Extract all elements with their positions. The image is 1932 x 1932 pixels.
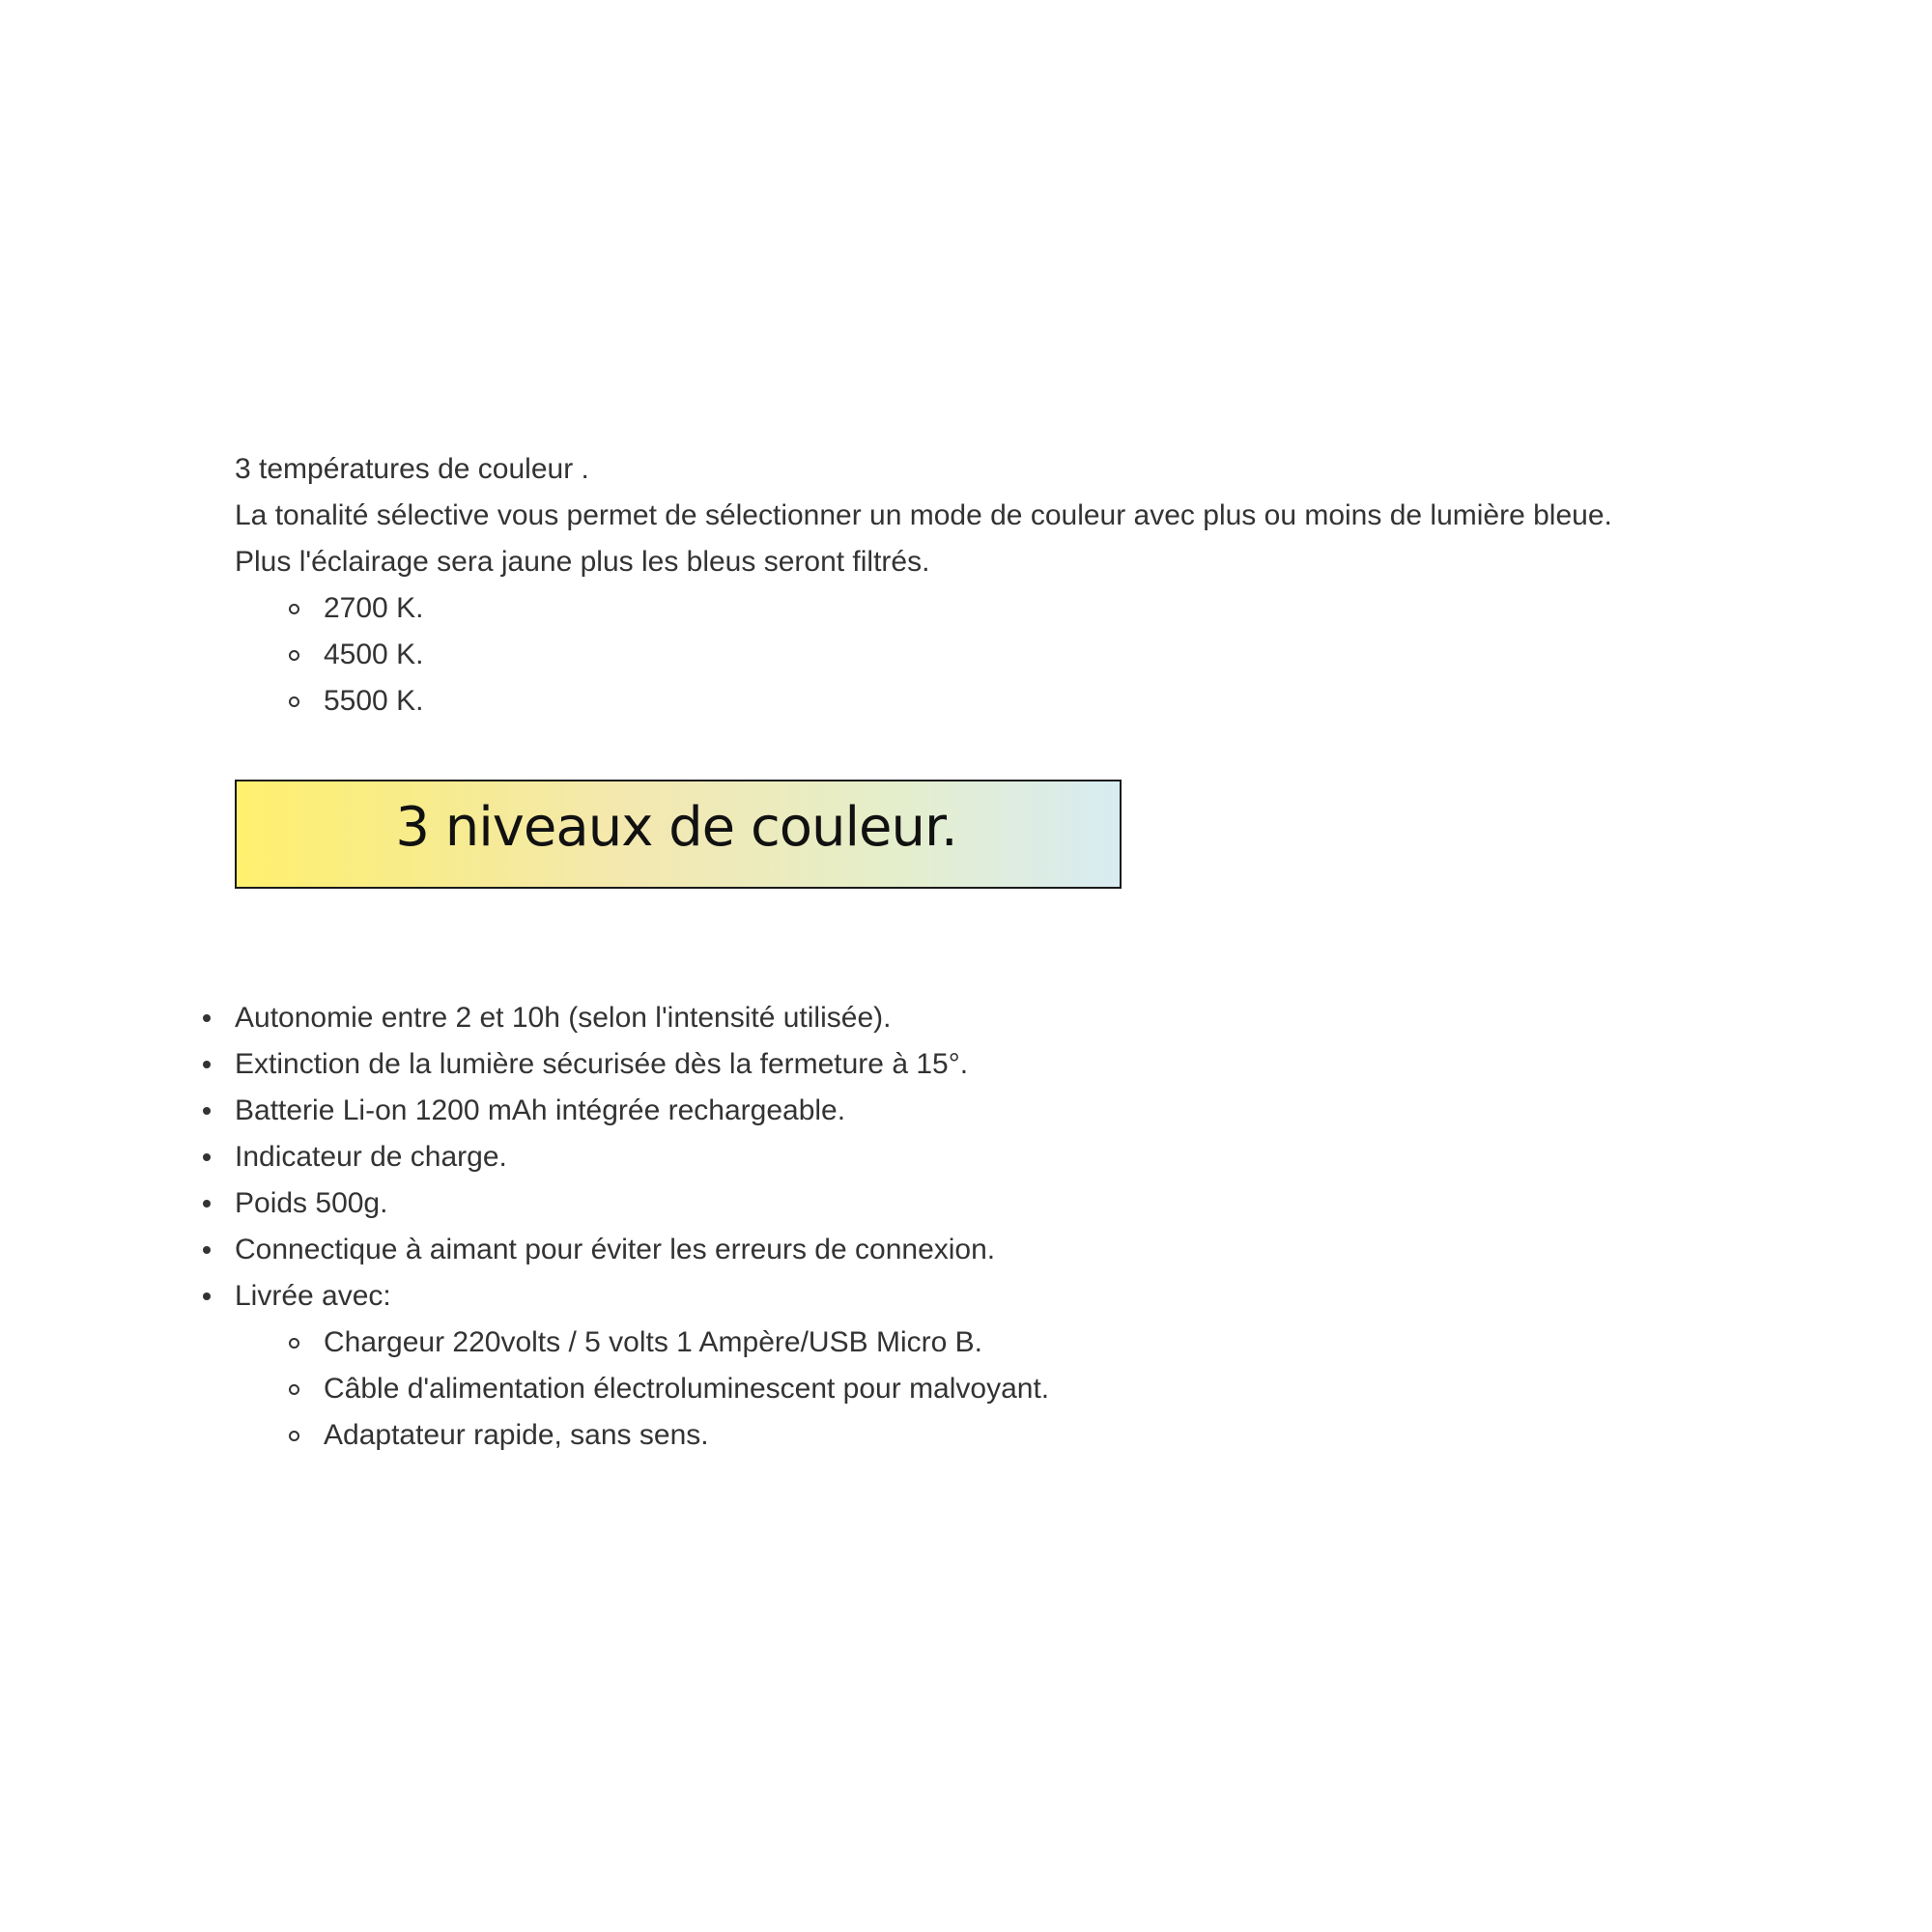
product-description xyxy=(235,446,1780,1459)
feature-text: Batterie Li-on 1200 mAh intégrée rechargeable. xyxy=(235,1094,846,1126)
included-item: Câble d'alimentation électroluminescent pour malvoyant. xyxy=(324,1366,1780,1412)
feature-text: Extinction de la lumière sécurisée dès la fermeture à 15°. xyxy=(235,1048,969,1080)
blue-filter-text: Plus l'éclairage sera jaune plus les bleus seront filtrés. xyxy=(235,546,930,578)
feature-text: Livrée avec: xyxy=(235,1280,391,1312)
selective-tone-text: La tonalité sélective vous permet de sélectionner un mode de couleur avec plus ou moins de lumière bleue. xyxy=(235,499,1612,531)
temperature-item: 4500 K. xyxy=(324,632,1780,678)
feature-item xyxy=(235,1041,1780,1088)
feature-text: Indicateur de charge. xyxy=(235,1141,507,1173)
feature-item xyxy=(235,995,1780,1041)
feature-item xyxy=(235,1088,1780,1134)
feature-text: Connectique à aimant pour éviter les erreurs de connexion. xyxy=(235,1234,996,1265)
feature-item xyxy=(235,1134,1780,1180)
feature-item-included xyxy=(235,1273,1780,1459)
feature-item xyxy=(235,1180,1780,1227)
temperature-item: 5500 K. xyxy=(324,678,1780,724)
feature-text: Autonomie entre 2 et 10h (selon l'intensité utilisée). xyxy=(235,1002,892,1034)
temperature-item: 2700 K. xyxy=(324,585,1780,632)
color-levels-banner xyxy=(235,780,1122,889)
temperature-list xyxy=(235,585,1780,724)
included-item: Adaptateur rapide, sans sens. xyxy=(324,1412,1780,1459)
feature-item xyxy=(235,1227,1780,1273)
color-temperatures-heading: 3 températures de couleur . xyxy=(235,453,589,485)
feature-text: Poids 500g. xyxy=(235,1187,388,1219)
included-item: Chargeur 220volts / 5 volts 1 Ampère/USB Micro B. xyxy=(324,1320,1780,1366)
features-list xyxy=(235,995,1780,1459)
included-list xyxy=(235,1320,1780,1459)
banner-text: 3 niveaux de couleur. xyxy=(395,796,957,859)
